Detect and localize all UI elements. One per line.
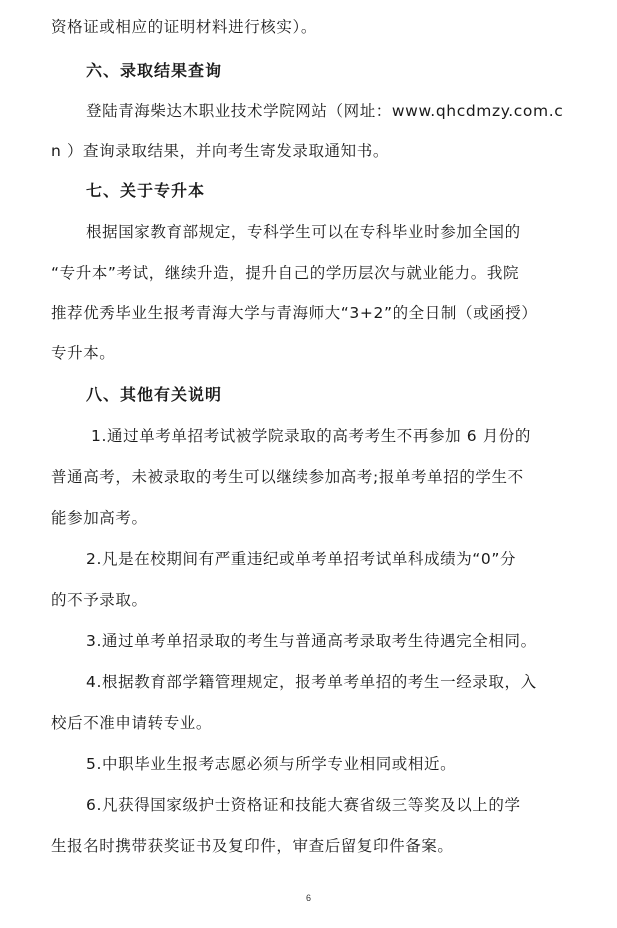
text-line: 4.根据教育部学籍管理规定，报考单考单招的考生一经录取，入 [86, 673, 537, 691]
section-heading: 七、关于专升本 [86, 181, 206, 200]
section-heading: 八、其他有关说明 [86, 385, 223, 404]
text-line: 根据国家教育部规定，专科学生可以在专科毕业时参加全国的 [86, 223, 521, 241]
text-line: 3.通过单考单招录取的考生与普通高考录取考生待遇完全相同。 [86, 632, 537, 650]
text-line: 校后不准申请转专业。 [51, 714, 213, 732]
section-heading: 六、录取结果查询 [86, 61, 223, 80]
text-line: 2.凡是在校期间有严重违纪或单考单招考试单科成绩为“0”分 [86, 550, 517, 568]
text-line: 资格证或相应的证明材料进行核实）。 [51, 18, 317, 36]
text-line: 普通高考，未被录取的考生可以继续参加高考;报单考单招的学生不 [51, 468, 524, 486]
text-line: 5.中职毕业生报考志愿必须与所学专业相同或相近。 [86, 755, 457, 773]
text-line: 的不予录取。 [51, 591, 148, 609]
text-line: 登陆青海柴达木职业技术学院网站（网址：www.qhcdmzy.com.c [86, 102, 564, 120]
text-line: 1.通过单考单招考试被学院录取的高考考生不再参加 6 月份的 [91, 427, 532, 445]
text-line: 6.凡获得国家级护士资格证和技能大赛省级三等奖及以上的学 [86, 796, 521, 814]
page-number: 6 [305, 893, 311, 903]
text-line: “专升本”考试，继续升造，提升自己的学历层次与就业能力。我院 [51, 264, 520, 282]
text-line: n ）查询录取结果，并向考生寄发录取通知书。 [51, 142, 389, 160]
text-line: 专升本。 [51, 344, 116, 362]
text-line: 推荐优秀毕业生报考青海大学与青海师大“3+2”的全日制（或函授） [51, 304, 538, 322]
text-line: 能参加高考。 [51, 509, 148, 527]
text-line: 生报名时携带获奖证书及复印件，审查后留复印件备案。 [51, 837, 454, 855]
